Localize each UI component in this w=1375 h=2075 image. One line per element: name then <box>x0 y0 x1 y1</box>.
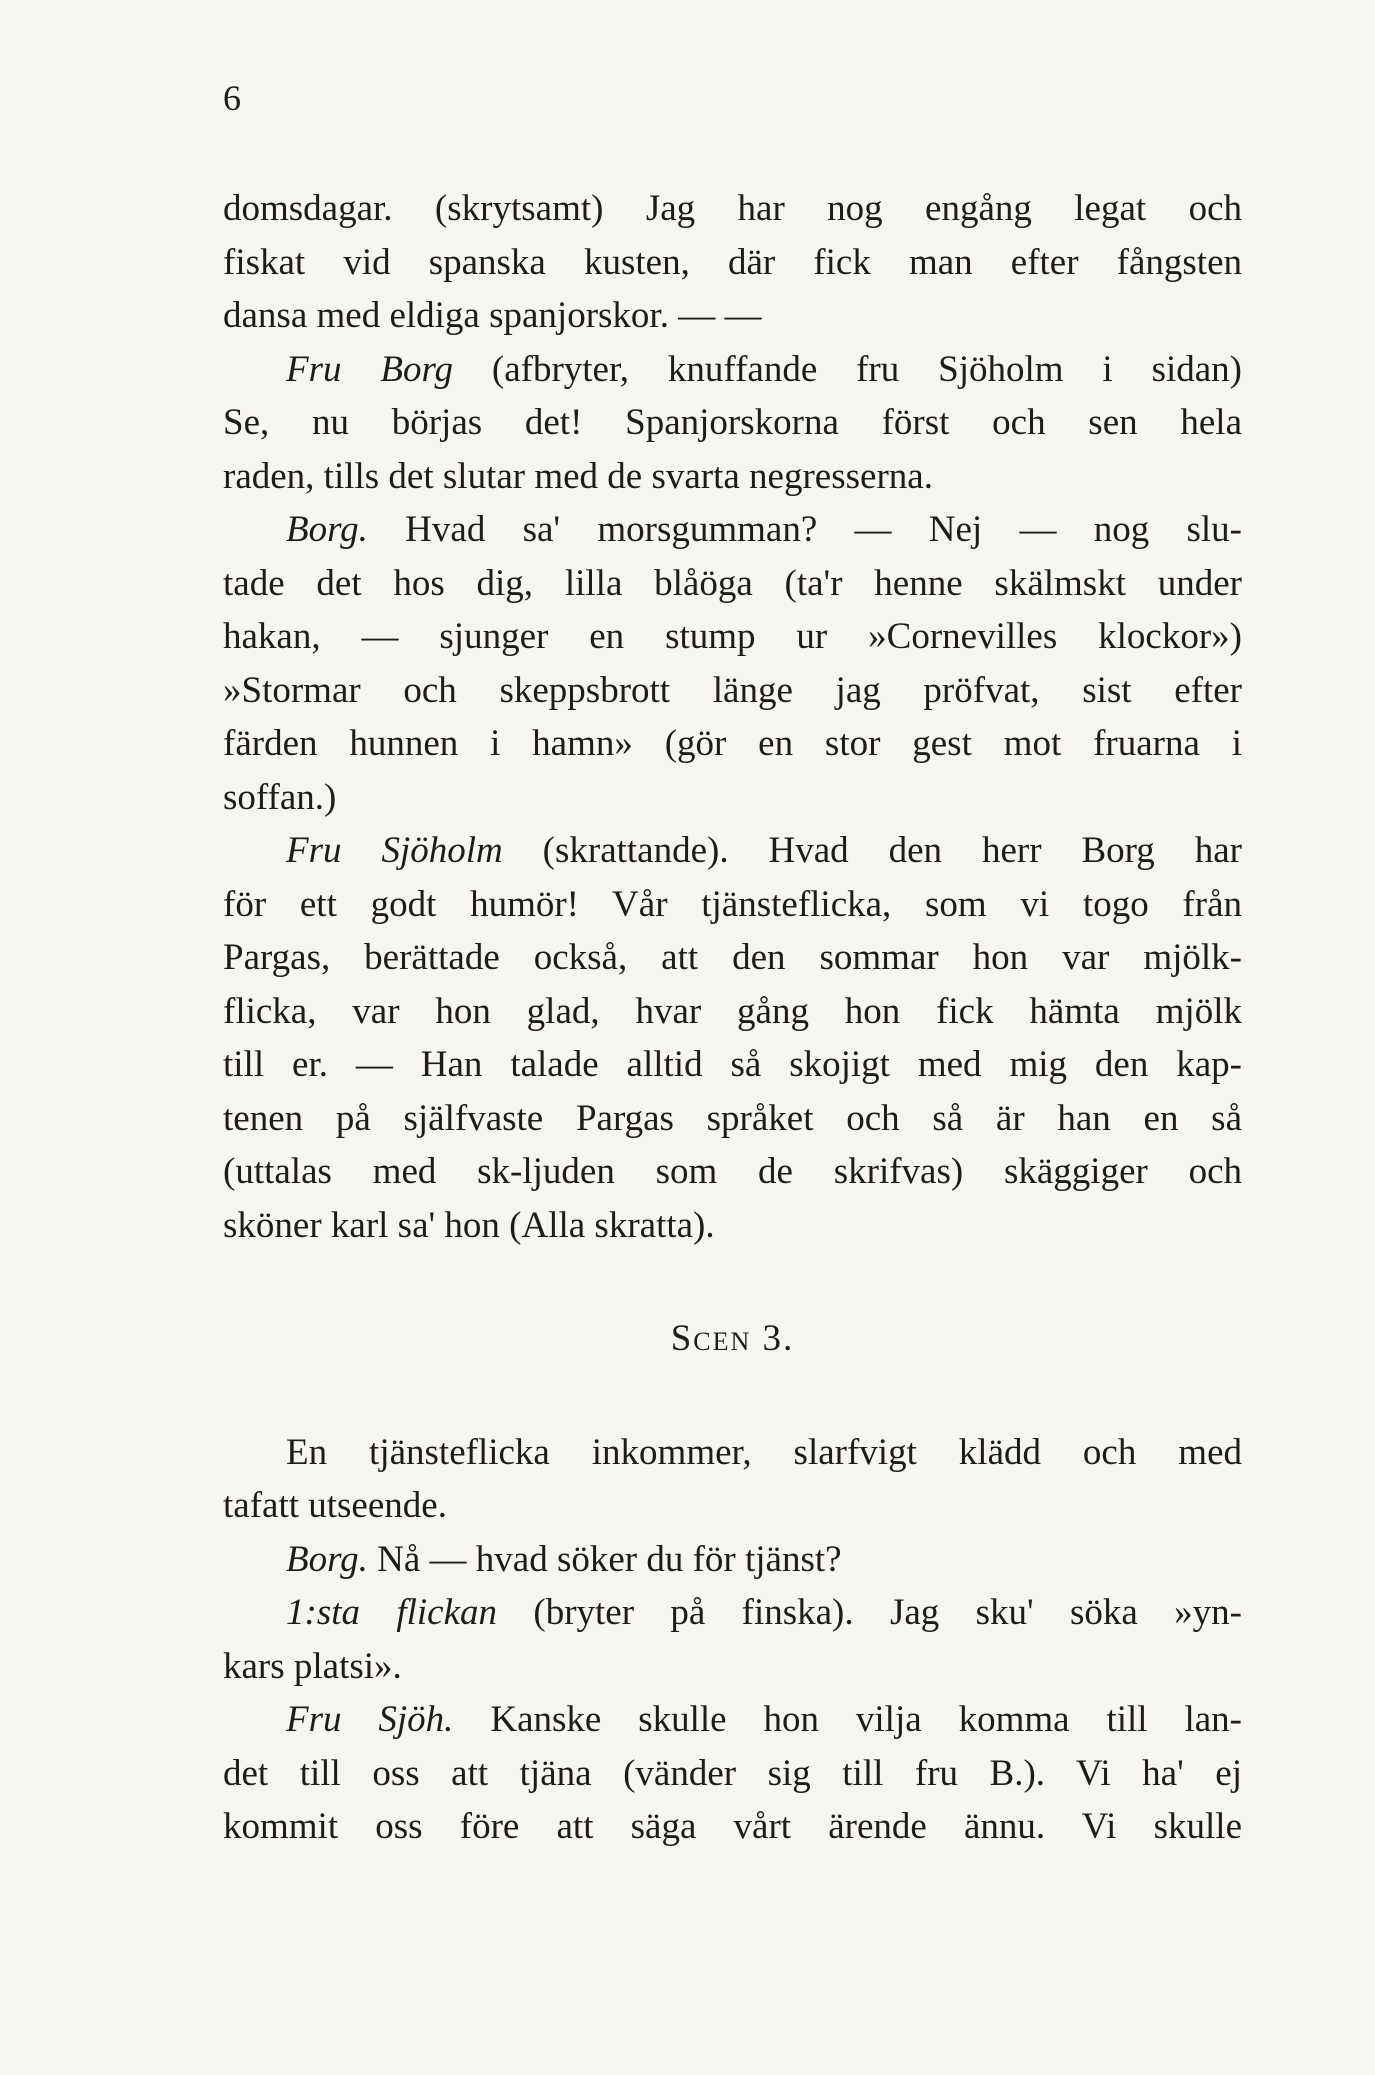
dialogue-line <box>223 503 1242 557</box>
dialogue-text: Kanske skulle hon vilja komma till lan- <box>490 1699 1243 1740</box>
section-spacer <box>223 1252 1242 1312</box>
text-line: till er. — Han talade alltid så skojigt med mig den kap- <box>223 1044 1242 1085</box>
speaker-name: Fru Borg <box>286 348 453 390</box>
speaker-name: 1:sta flickan <box>286 1592 498 1633</box>
dialogue-text: Nå — hvad söker du för tjänst? <box>377 1538 842 1580</box>
text-line: tafatt utseende. <box>223 1485 447 1526</box>
text-line: det till oss att tjäna (vänder sig till fru B.). Vi ha' ej <box>223 1752 1242 1794</box>
speaker-name: Fru Sjöholm <box>286 830 503 871</box>
dialogue-text: (skrattande). Hvad den herr Borg har <box>542 830 1242 871</box>
text-line: hakan, — sjunger en stump ur »Cornevilles klockor») <box>223 616 1242 657</box>
dialogue-line <box>223 824 1242 878</box>
text-line: dansa med eldiga spanjorskor. — — <box>223 295 762 336</box>
text-line: flicka, var hon glad, hvar gång hon fick hämta mjölk <box>223 990 1242 1032</box>
dialogue-line <box>223 1586 1242 1640</box>
text-line: Se, nu börjas det! Spanjorskorna först och sen hela <box>223 402 1242 443</box>
text-line: domsdagar. (skrytsamt) Jag har nog engång legat och <box>223 188 1242 229</box>
text-line: sköner karl sa' hon (Alla skratta). <box>223 1204 715 1246</box>
body-text <box>223 182 1242 1854</box>
speaker-name: Borg. <box>286 1538 368 1580</box>
text-line: färden hunnen i hamn» (gör en stor gest mot fruarna i <box>223 723 1242 764</box>
stage-direction: (afbryter, knuffande fru Sjöholm i sidan) <box>491 348 1242 390</box>
text-line: kommit oss före att säga vårt ärende ännu. Vi skulle <box>223 1806 1242 1847</box>
text-line: (uttalas med sk-ljuden som de skrifvas) skäggiger och <box>223 1151 1242 1192</box>
text-line: raden, tills det slutar med de svarta negresserna. <box>223 455 933 497</box>
text-line: soffan.) <box>223 776 337 818</box>
text-line: för ett godt humör! Vår tjänsteflicka, som vi togo från <box>223 883 1242 925</box>
text-line: Pargas, berättade också, att den sommar hon var mjölk- <box>223 937 1242 978</box>
dialogue-line <box>223 343 1242 397</box>
dialogue-line <box>223 1693 1242 1747</box>
dialogue-line <box>223 1533 1242 1587</box>
text-line: »Stormar och skeppsbrott länge jag pröfvat, sist efter <box>223 669 1242 711</box>
text-line: En tjänsteflicka inkommer, slarfvigt klädd och med <box>286 1431 1242 1473</box>
page-number: 6 <box>223 78 241 118</box>
dialogue-text: Hvad sa' morsgumman? — Nej — nog slu- <box>405 509 1243 550</box>
scene-heading: Scen 3. <box>670 1318 795 1359</box>
section-spacer <box>223 1366 1242 1426</box>
text-line: tade det hos dig, lilla blåöga (ta'r henne skälmskt under <box>223 562 1242 604</box>
speaker-name: Fru Sjöh. <box>286 1699 454 1740</box>
text-line: kars platsi». <box>223 1645 402 1687</box>
text-line: fiskat vid spanska kusten, där fick man efter fångsten <box>223 241 1242 283</box>
dialogue-text: (bryter på finska). Jag sku' söka »yn- <box>533 1592 1243 1633</box>
text-line: tenen på själfvaste Pargas språket och så är han en så <box>223 1097 1242 1139</box>
speaker-name: Borg. <box>286 509 368 550</box>
